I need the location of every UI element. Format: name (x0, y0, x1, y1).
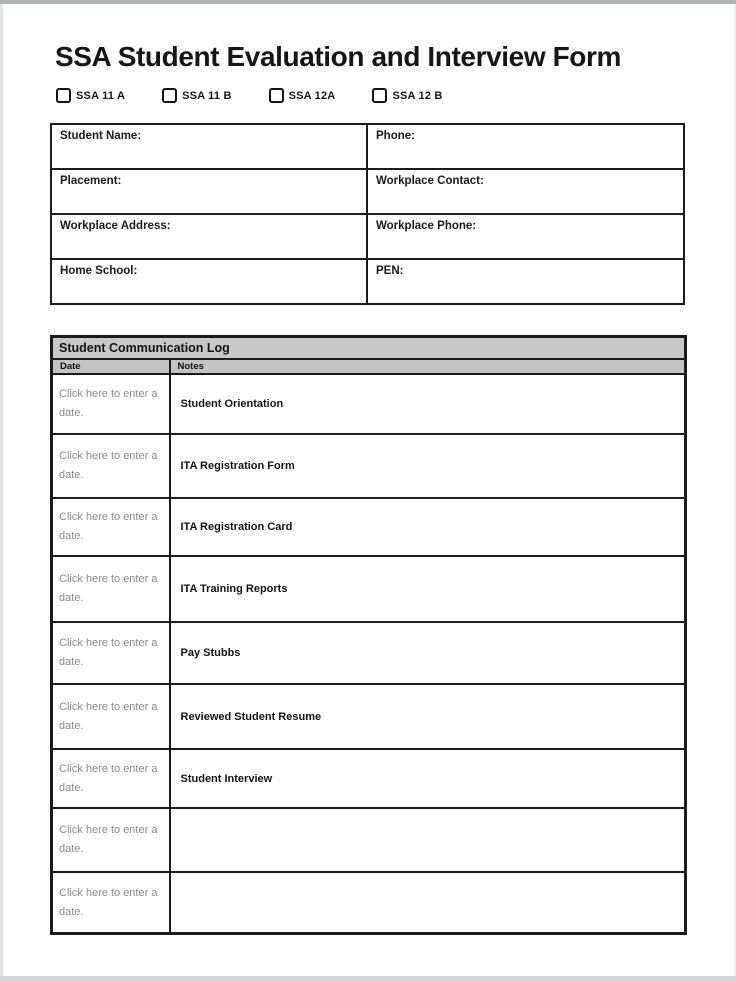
date-picker-cell[interactable]: Click here to enter a date. (52, 374, 170, 434)
checkbox-item-ssa-12a (269, 88, 336, 103)
checkbox-ssa-11a[interactable] (56, 88, 71, 103)
info-cell-pen[interactable]: PEN: (367, 259, 684, 304)
checkbox-label: SSA 12A (288, 89, 336, 102)
checkbox-item-ssa-11a (56, 88, 125, 103)
table-row (51, 124, 684, 169)
log-row (52, 749, 686, 808)
course-checkbox-row (56, 88, 443, 103)
info-cell-placement[interactable]: Placement: (51, 169, 367, 214)
log-row (52, 684, 686, 749)
scan-artifact-bottom-edge (0, 976, 736, 981)
student-info-table (50, 123, 685, 305)
log-note-cell[interactable]: ITA Training Reports (170, 556, 686, 622)
checkbox-ssa-12b[interactable] (372, 88, 387, 103)
scan-artifact-left-edge (0, 4, 3, 976)
info-cell-workplace-contact[interactable]: Workplace Contact: (367, 169, 684, 214)
date-picker-cell[interactable]: Click here to enter a date. (52, 556, 170, 622)
log-row (52, 808, 686, 872)
date-picker-cell[interactable]: Click here to enter a date. (52, 622, 170, 684)
log-table-title: Student Communication Log (52, 337, 686, 360)
log-note-cell[interactable]: Reviewed Student Resume (170, 684, 686, 749)
date-picker-cell[interactable]: Click here to enter a date. (52, 684, 170, 749)
date-picker-cell[interactable]: Click here to enter a date. (52, 498, 170, 556)
table-row (51, 169, 684, 214)
checkbox-label: SSA 11 A (76, 89, 126, 102)
log-note-cell[interactable]: ITA Registration Card (170, 498, 686, 556)
log-note-cell[interactable]: Student Interview (170, 749, 686, 808)
log-note-cell[interactable]: ITA Registration Form (170, 434, 686, 498)
log-row (52, 622, 686, 684)
info-cell-phone[interactable]: Phone: (367, 124, 684, 169)
log-row (52, 374, 686, 434)
info-cell-home-school[interactable]: Home School: (51, 259, 367, 304)
log-title-row (52, 337, 686, 360)
log-note-cell[interactable] (170, 808, 686, 872)
log-row (52, 872, 686, 934)
log-row (52, 498, 686, 556)
table-row (51, 214, 684, 259)
scan-artifact-top-edge (0, 0, 736, 4)
info-cell-student-name[interactable]: Student Name: (51, 124, 367, 169)
checkbox-item-ssa-12b (372, 88, 442, 103)
log-row (52, 434, 686, 498)
checkbox-ssa-11b[interactable] (162, 88, 177, 103)
date-picker-cell[interactable]: Click here to enter a date. (52, 749, 170, 808)
date-picker-cell[interactable]: Click here to enter a date. (52, 808, 170, 872)
checkbox-item-ssa-11b (162, 88, 232, 103)
communication-log-table (50, 335, 687, 935)
checkbox-ssa-12a[interactable] (269, 88, 284, 103)
checkbox-label: SSA 11 B (182, 89, 232, 102)
log-row (52, 556, 686, 622)
column-header-date: Date (52, 359, 170, 374)
checkbox-label: SSA 12 B (392, 89, 443, 102)
info-cell-workplace-address[interactable]: Workplace Address: (51, 214, 367, 259)
column-header-notes: Notes (170, 359, 686, 374)
form-title: SSA Student Evaluation and Interview Form (55, 41, 621, 72)
log-note-cell[interactable] (170, 872, 686, 934)
date-picker-cell[interactable]: Click here to enter a date. (52, 434, 170, 498)
table-row (51, 259, 684, 304)
info-cell-workplace-phone[interactable]: Workplace Phone: (367, 214, 684, 259)
log-column-header-row (52, 359, 686, 374)
date-picker-cell[interactable]: Click here to enter a date. (52, 872, 170, 934)
log-note-cell[interactable]: Student Orientation (170, 374, 686, 434)
log-note-cell[interactable]: Pay Stubbs (170, 622, 686, 684)
